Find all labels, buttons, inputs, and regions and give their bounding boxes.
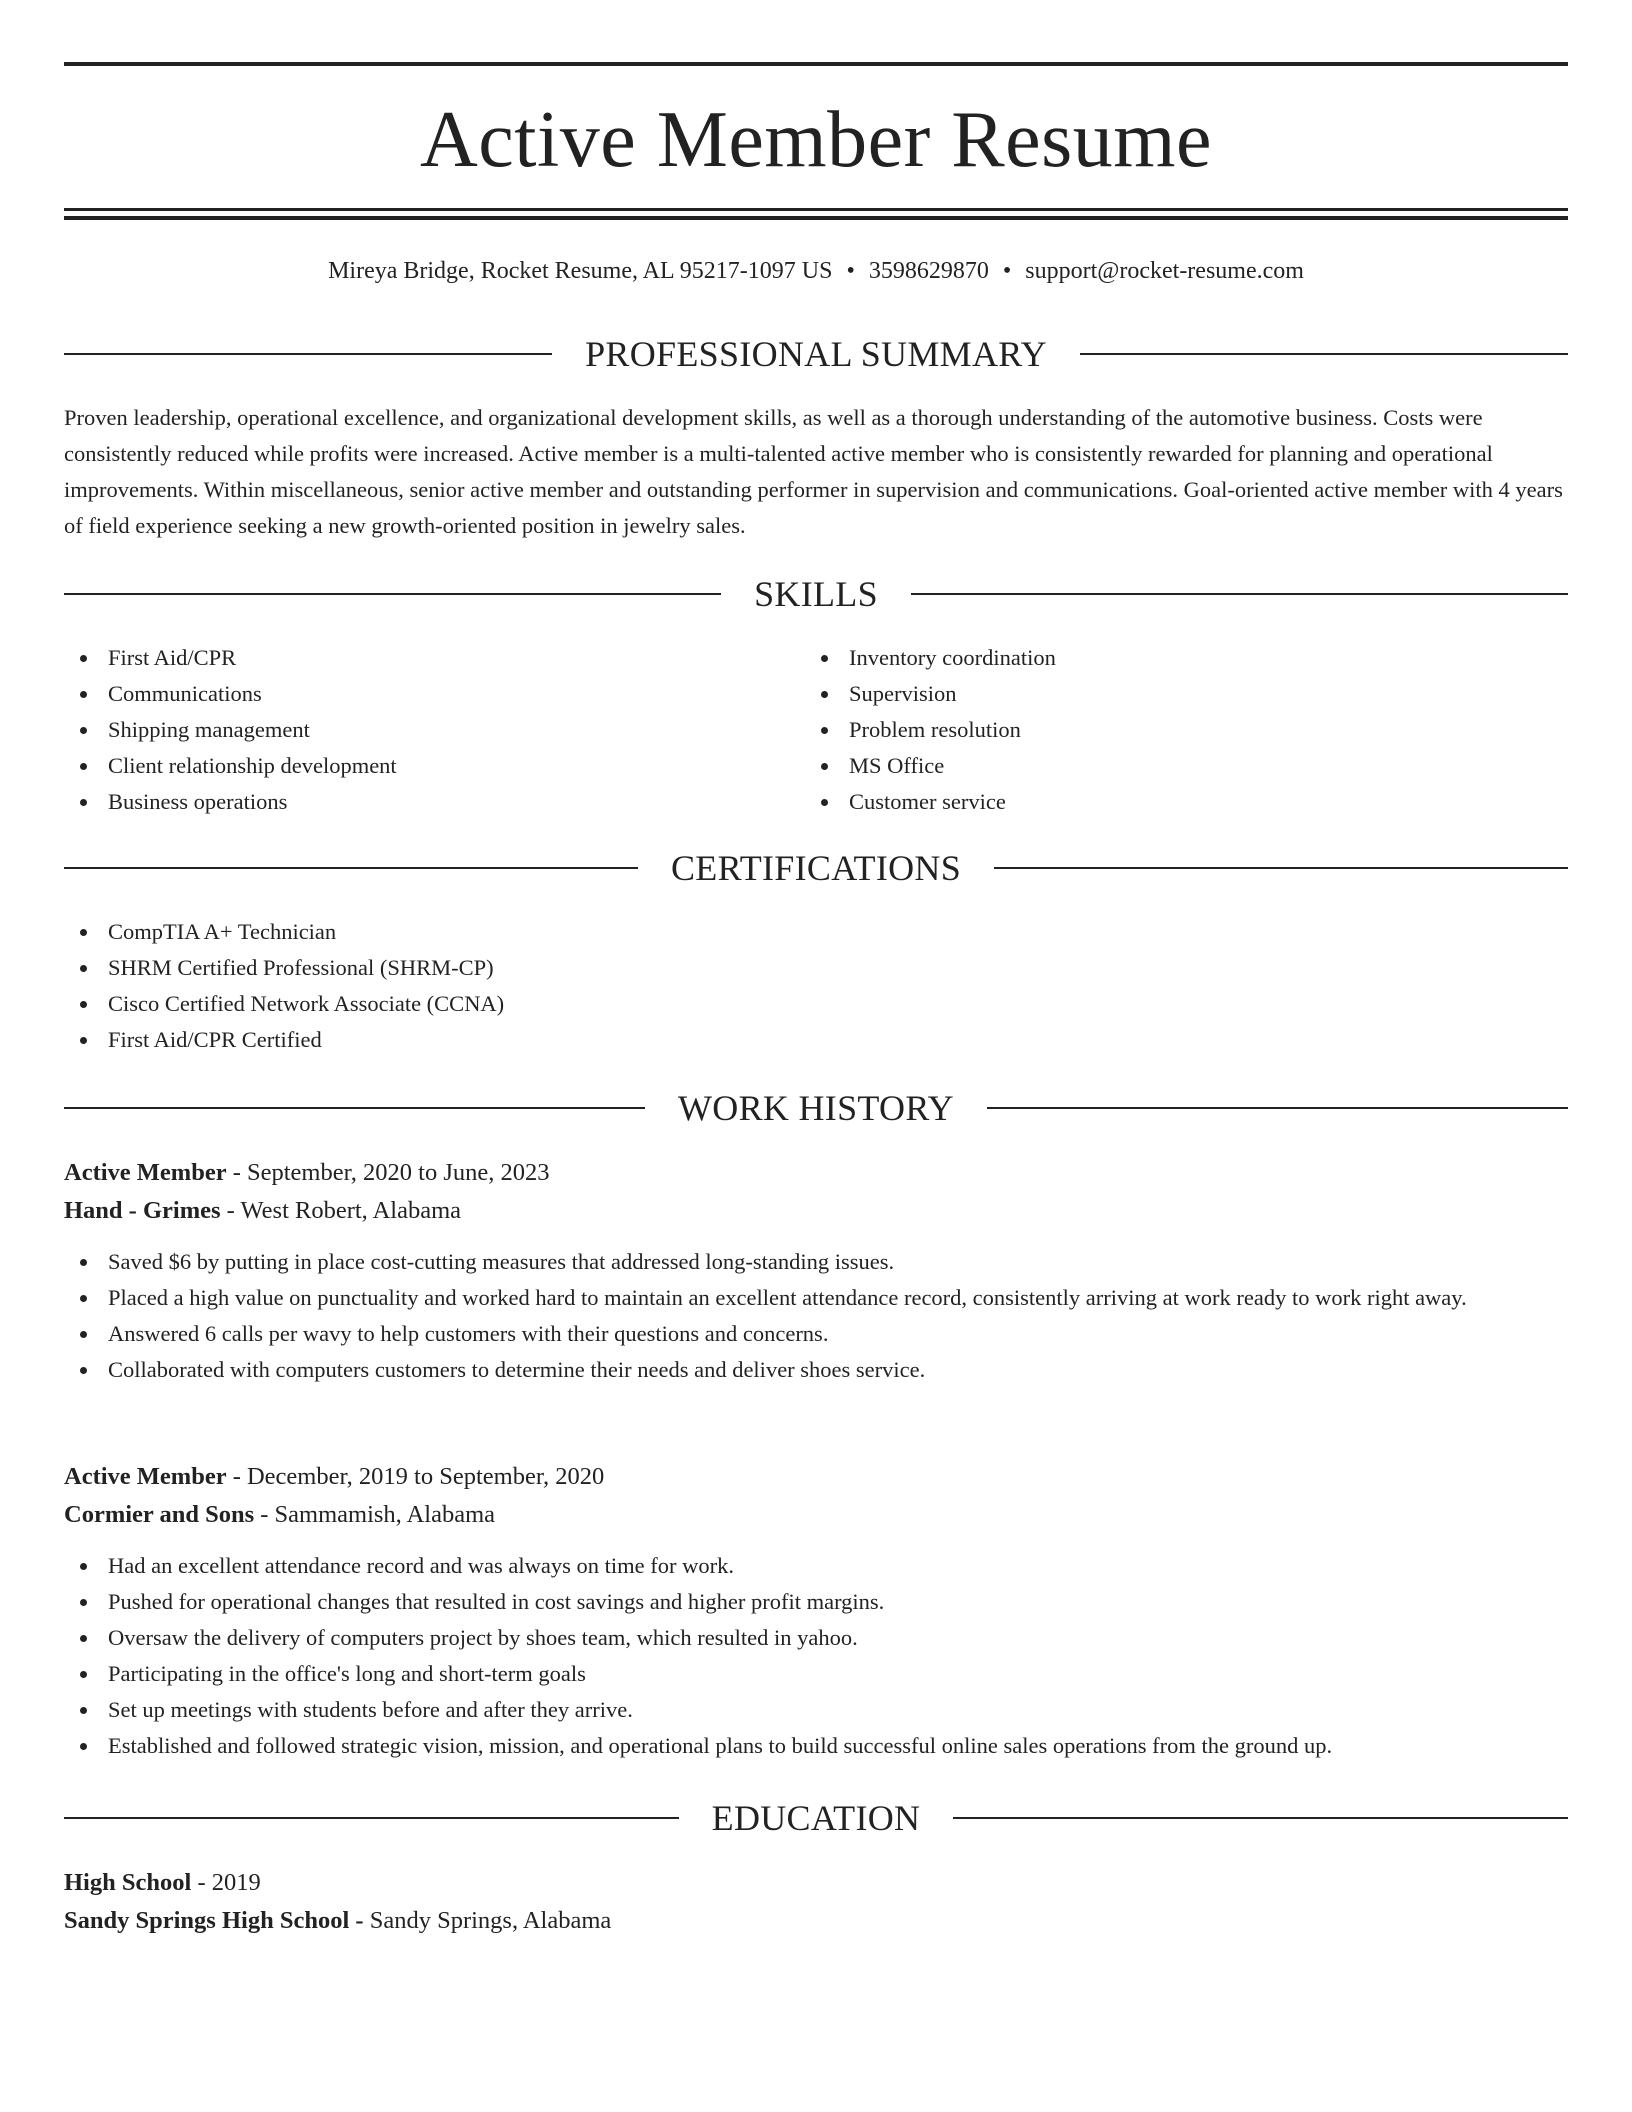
certifications-heading-label: CERTIFICATIONS <box>670 848 962 888</box>
heading-rule-left <box>64 353 552 355</box>
education-school-line <box>64 1902 1568 1940</box>
job-bullet: Established and followed strategic vision, mission, and operational plans to build successful online sales operations from the ground up. <box>64 1728 1568 1764</box>
heading-rule-left <box>64 867 638 869</box>
education-location: Sandy Springs, Alabama <box>363 1907 612 1934</box>
heading-rule-right <box>1080 353 1568 355</box>
job-bullet: Placed a high value on punctuality and worked hard to maintain an excellent attendance record, consistently arriving at work ready to work right away. <box>64 1280 1568 1316</box>
education-degree: High School <box>64 1869 192 1896</box>
education-degree-line <box>64 1864 1568 1902</box>
job-entry <box>64 1458 1568 1764</box>
job-company: Hand - Grimes <box>64 1197 221 1224</box>
certification-item: CompTIA A+ Technician <box>64 914 1568 950</box>
job-company-line <box>64 1496 1568 1534</box>
summary-text: Proven leadership, operational excellence, and organizational development skills, as well as a thorough understanding of the automotive business. Costs were consistently reduced while profits were increased. Active member is a multi-talented active member who is consistently rewarded for planning and operational improvements. Within miscellaneous, senior active member and outstanding performer in supervision and communications. Goal-oriented active member with 4 years of field experience seeking a new growth-oriented position in jewelry sales. <box>64 405 1563 538</box>
contact-separator: • <box>846 258 855 284</box>
education-entry <box>64 1864 1568 1940</box>
job-location: - West Robert, Alabama <box>220 1197 462 1224</box>
top-rule <box>64 62 1568 66</box>
job-bullet: Collaborated with computers customers to determine their needs and deliver shoes service. <box>64 1352 1568 1388</box>
summary-section-heading <box>64 332 1568 376</box>
heading-rule-left <box>64 1107 645 1109</box>
job-bullet: Set up meetings with students before and after they arrive. <box>64 1692 1568 1728</box>
heading-rule-left <box>64 593 721 595</box>
skill-item: MS Office <box>805 748 1565 784</box>
skill-item: Shipping management <box>64 712 804 748</box>
job-location: - Sammamish, Alabama <box>254 1501 496 1528</box>
contact-address: Mireya Bridge, Rocket Resume, AL 95217-1097 US <box>328 258 833 284</box>
contact-phone: 3598629870 <box>868 258 989 284</box>
work-history-heading-label: WORK HISTORY <box>678 1088 954 1128</box>
contact-line <box>64 254 1568 288</box>
contact-email: support@rocket-resume.com <box>1025 258 1304 284</box>
job-bullet: Answered 6 calls per wavy to help customers with their questions and concerns. <box>64 1316 1568 1352</box>
heading-rule-left <box>64 1817 679 1819</box>
skills-section-heading <box>64 572 1568 616</box>
job-dates: - September, 2020 to June, 2023 <box>226 1159 550 1186</box>
skill-item: Customer service <box>805 784 1565 820</box>
skill-item: Client relationship development <box>64 748 804 784</box>
job-title-line <box>64 1458 1568 1496</box>
job-bullet: Participating in the office's long and short-term goals <box>64 1656 1568 1692</box>
job-entry <box>64 1154 1568 1388</box>
job-bullets <box>64 1548 1568 1764</box>
education-heading-label: EDUCATION <box>711 1798 921 1838</box>
certification-item: SHRM Certified Professional (SHRM-CP) <box>64 950 1568 986</box>
page-title: Active Member Resume <box>420 96 1212 184</box>
job-company: Cormier and Sons <box>64 1501 255 1528</box>
job-title-line <box>64 1154 1568 1192</box>
job-bullet: Oversaw the delivery of computers project by shoes team, which resulted in yahoo. <box>64 1620 1568 1656</box>
heading-rule-right <box>987 1107 1568 1109</box>
job-company-line <box>64 1192 1568 1230</box>
skills-list-right <box>805 640 1565 820</box>
certification-item: First Aid/CPR Certified <box>64 1022 1568 1058</box>
job-title: Active Member <box>64 1159 227 1186</box>
education-school: Sandy Springs High School - <box>64 1907 364 1934</box>
job-dates: - December, 2019 to September, 2020 <box>226 1463 605 1490</box>
heading-rule-right <box>953 1817 1568 1819</box>
contact-separator: • <box>1002 258 1012 284</box>
work-history-section-heading <box>64 1086 1568 1130</box>
skills-heading-label: SKILLS <box>754 574 878 614</box>
skill-item: Problem resolution <box>805 712 1565 748</box>
summary-heading-label: PROFESSIONAL SUMMARY <box>585 334 1047 374</box>
certifications-section-heading <box>64 846 1568 890</box>
heading-rule-right <box>911 593 1568 595</box>
skills-list-left <box>64 640 804 820</box>
job-bullet: Saved $6 by putting in place cost-cutting measures that addressed long-standing issues. <box>64 1244 1568 1280</box>
heading-rule-right <box>994 867 1568 869</box>
title-double-rule <box>64 208 1568 220</box>
skill-item: Supervision <box>805 676 1565 712</box>
skill-item: Business operations <box>64 784 804 820</box>
skill-item: First Aid/CPR <box>64 640 804 676</box>
job-bullet: Pushed for operational changes that resulted in cost savings and higher profit margins. <box>64 1584 1568 1620</box>
skill-item: Communications <box>64 676 804 712</box>
certifications-list <box>64 914 1568 1058</box>
certification-item: Cisco Certified Network Associate (CCNA) <box>64 986 1568 1022</box>
education-year: - 2019 <box>191 1869 261 1896</box>
job-title: Active Member <box>64 1463 227 1490</box>
job-bullets <box>64 1244 1568 1388</box>
education-section-heading <box>64 1796 1568 1840</box>
skill-item: Inventory coordination <box>805 640 1565 676</box>
job-bullet: Had an excellent attendance record and was always on time for work. <box>64 1548 1568 1584</box>
